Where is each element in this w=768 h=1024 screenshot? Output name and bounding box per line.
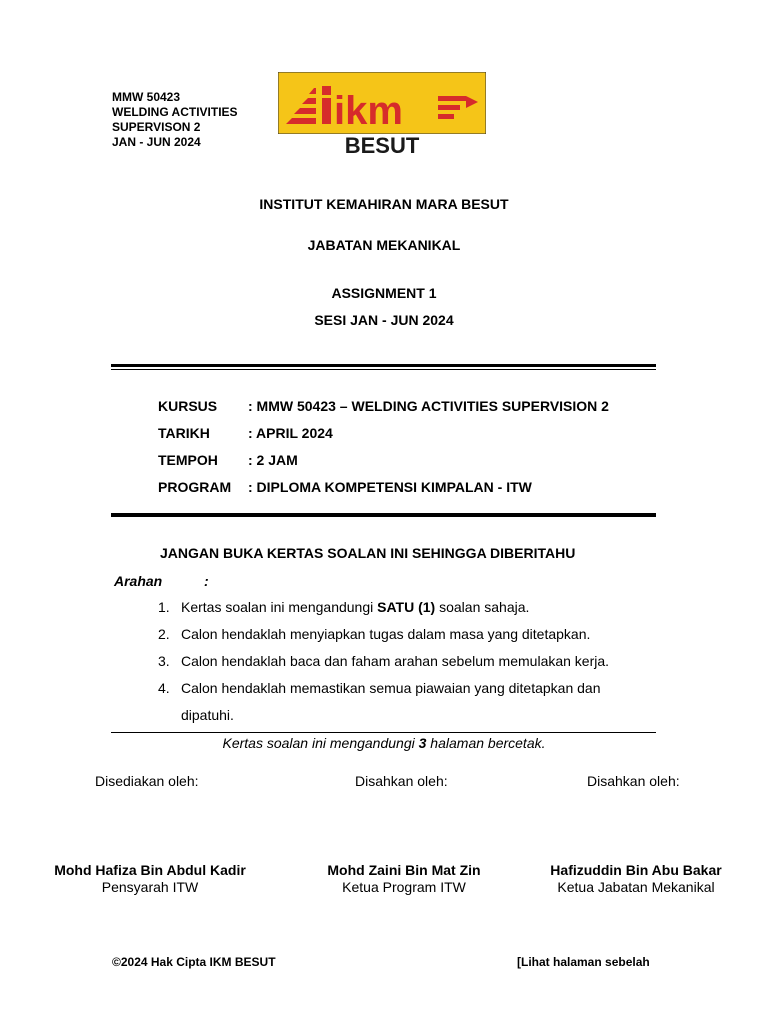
instruction-bold: SATU (1) (377, 599, 436, 615)
department-title: JABATAN MEKANIKAL (307, 237, 461, 253)
course-info-row (158, 425, 333, 441)
signatory-name: Mohd Hafiza Bin Abdul Kadir (54, 862, 246, 878)
course-info-key: KURSUS (158, 398, 218, 414)
course-info-key: TEMPOH (158, 452, 218, 468)
divider-thick (111, 513, 656, 517)
signatory-title: Pensyarah ITW (101, 879, 199, 895)
instruction-text: Calon hendaklah baca dan faham arahan sebelum memulakan kerja. (181, 653, 610, 669)
instruction-text: Calon hendaklah menyiapkan tugas dalam masa yang ditetapkan. (181, 626, 591, 642)
instruction-number: 3. (158, 653, 170, 669)
course-code-line: WELDING ACTIVITIES (112, 105, 238, 119)
signatory-name: Mohd Zaini Bin Mat Zin (327, 862, 481, 878)
instructions-heading-colon: : (204, 573, 209, 589)
course-code-line: JAN - JUN 2024 (112, 135, 201, 149)
instruction-text: Kertas soalan ini mengandungi (181, 599, 378, 615)
instructions-heading-label: Arahan (114, 573, 163, 589)
pages-note (0, 735, 768, 751)
instruction-number: 2. (158, 626, 170, 642)
instruction-item (158, 626, 590, 642)
course-info-value: : MMW 50423 – WELDING ACTIVITIES SUPERVISION 2 (248, 398, 609, 414)
signature-label: Disahkan oleh: (587, 773, 680, 789)
instruction-text: Calon hendaklah memastikan semua piawaian yang ditetapkan dan (181, 680, 601, 696)
copyright-footer: ©2024 Hak Cipta IKM BESUT (112, 955, 276, 969)
instruction-item (158, 599, 529, 615)
do-not-open-notice: JANGAN BUKA KERTAS SOALAN INI SEHINGGA DIBERITAHU (160, 545, 576, 561)
course-info-value: : DIPLOMA KOMPETENSI KIMPALAN - ITW (248, 479, 532, 495)
instruction-number: 4. (158, 680, 170, 696)
logo-wordmark: ikm (334, 89, 403, 133)
course-code-block (112, 90, 238, 150)
instruction-item (158, 680, 601, 696)
course-info-row (158, 452, 298, 468)
divider-thin (111, 732, 656, 733)
institute-title: INSTITUT KEMAHIRAN MARA BESUT (259, 196, 509, 212)
divider-double (111, 364, 656, 372)
signatory-title: Ketua Jabatan Mekanikal (557, 879, 715, 895)
course-code-line: MMW 50423 (112, 90, 181, 104)
logo-caption: BESUT (344, 133, 420, 156)
course-info-value: : APRIL 2024 (248, 425, 333, 441)
next-page-footer: [Lihat halaman sebelah (517, 955, 650, 969)
course-info-key: PROGRAM (158, 479, 232, 495)
signature-label: Disahkan oleh: (355, 773, 448, 789)
ikm-besut-logo (278, 72, 486, 156)
course-code-line: SUPERVISON 2 (112, 120, 201, 134)
pages-note-text: Kertas soalan ini mengandungi (222, 735, 419, 751)
course-info-key: TARIKH (158, 425, 210, 441)
pages-note-text: halaman bercetak. (426, 735, 546, 751)
course-info-value: : 2 JAM (248, 452, 298, 468)
pages-note-count: 3 (418, 735, 427, 751)
session-title: SESI JAN - JUN 2024 (314, 312, 454, 328)
signature-label: Disediakan oleh: (95, 773, 199, 789)
instruction-number: 1. (158, 599, 170, 615)
signatory-title: Ketua Program ITW (342, 879, 466, 895)
instruction-continuation: dipatuhi. (181, 707, 234, 723)
instruction-item (158, 653, 609, 669)
instruction-text: soalan sahaja. (435, 599, 530, 615)
instructions-heading (114, 573, 209, 589)
course-info-row (158, 479, 532, 495)
course-info-row (158, 398, 609, 414)
signatory-name: Hafizuddin Bin Abu Bakar (550, 862, 722, 878)
assignment-title: ASSIGNMENT 1 (331, 285, 437, 301)
